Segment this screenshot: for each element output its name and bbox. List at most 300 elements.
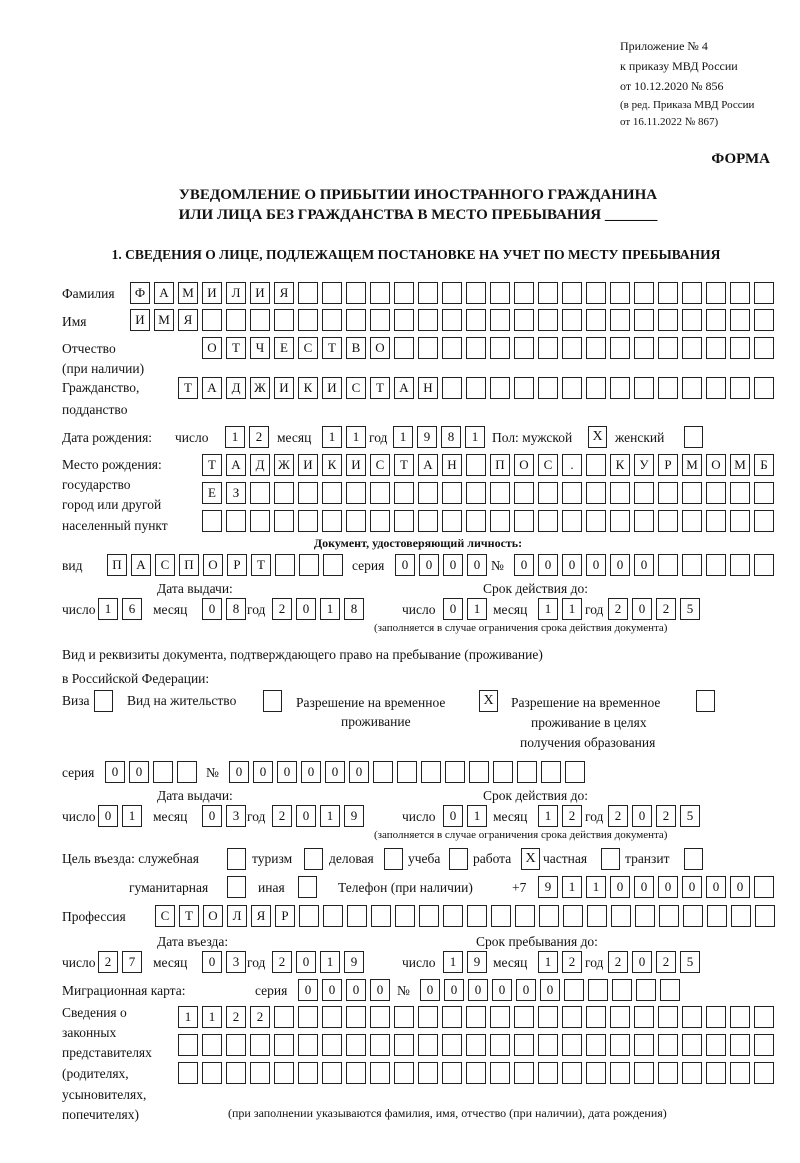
char-cell[interactable]: 0 bbox=[98, 805, 118, 827]
char-cell[interactable] bbox=[586, 1006, 606, 1028]
char-cell[interactable] bbox=[299, 554, 319, 576]
char-cell[interactable]: 1 bbox=[320, 598, 340, 620]
char-cell[interactable] bbox=[418, 1062, 438, 1084]
char-cell[interactable] bbox=[226, 1034, 246, 1056]
char-cell[interactable]: Т bbox=[179, 905, 199, 927]
char-cell[interactable]: Н bbox=[418, 377, 438, 399]
char-cell[interactable] bbox=[178, 1034, 198, 1056]
char-cell[interactable]: 0 bbox=[296, 598, 316, 620]
char-cell[interactable]: Ж bbox=[274, 454, 294, 476]
char-cell[interactable]: Л bbox=[226, 282, 246, 304]
char-cell[interactable] bbox=[754, 377, 774, 399]
char-cell[interactable]: 0 bbox=[632, 805, 652, 827]
char-cell[interactable] bbox=[298, 1062, 318, 1084]
char-cell[interactable] bbox=[538, 337, 558, 359]
char-cell[interactable]: 0 bbox=[538, 554, 558, 576]
char-cell[interactable] bbox=[370, 282, 390, 304]
char-cell[interactable] bbox=[347, 905, 367, 927]
char-cell[interactable]: 6 bbox=[122, 598, 142, 620]
char-cell[interactable] bbox=[442, 309, 462, 331]
char-cell[interactable]: Н bbox=[442, 454, 462, 476]
char-cell[interactable]: 0 bbox=[277, 761, 297, 783]
char-cell[interactable]: О bbox=[514, 454, 534, 476]
char-cell[interactable]: 0 bbox=[325, 761, 345, 783]
char-cell[interactable]: 1 bbox=[562, 876, 582, 898]
char-cell[interactable] bbox=[153, 761, 173, 783]
char-cell[interactable] bbox=[706, 510, 726, 532]
char-cell[interactable] bbox=[370, 482, 390, 504]
char-cell[interactable]: 1 bbox=[122, 805, 142, 827]
char-cell[interactable]: 0 bbox=[301, 761, 321, 783]
char-cell[interactable]: К bbox=[322, 454, 342, 476]
char-cell[interactable] bbox=[466, 482, 486, 504]
char-cell[interactable]: 0 bbox=[658, 876, 678, 898]
char-cell[interactable]: 5 bbox=[680, 951, 700, 973]
char-cell[interactable] bbox=[610, 377, 630, 399]
char-cell[interactable] bbox=[610, 337, 630, 359]
char-cell[interactable] bbox=[706, 377, 726, 399]
char-cell[interactable] bbox=[634, 377, 654, 399]
char-cell[interactable]: О bbox=[202, 337, 222, 359]
char-cell[interactable]: 2 bbox=[608, 951, 628, 973]
char-cell[interactable]: Е bbox=[202, 482, 222, 504]
char-cell[interactable]: 0 bbox=[443, 805, 463, 827]
char-cell[interactable]: 0 bbox=[634, 876, 654, 898]
char-cell[interactable] bbox=[658, 309, 678, 331]
char-cell[interactable]: 2 bbox=[249, 426, 269, 448]
char-cell[interactable]: Т bbox=[370, 377, 390, 399]
char-cell[interactable] bbox=[322, 510, 342, 532]
char-cell[interactable] bbox=[493, 761, 513, 783]
char-cell[interactable] bbox=[634, 337, 654, 359]
char-cell[interactable] bbox=[706, 337, 726, 359]
char-cell[interactable]: И bbox=[130, 309, 150, 331]
purpose-work-checkbox[interactable]: X bbox=[521, 848, 540, 870]
char-cell[interactable]: 5 bbox=[680, 598, 700, 620]
char-cell[interactable]: А bbox=[131, 554, 151, 576]
char-cell[interactable] bbox=[226, 1062, 246, 1084]
char-cell[interactable]: З bbox=[226, 482, 246, 504]
residence-checkbox[interactable] bbox=[263, 690, 282, 712]
char-cell[interactable] bbox=[635, 905, 655, 927]
char-cell[interactable] bbox=[346, 282, 366, 304]
char-cell[interactable]: М bbox=[154, 309, 174, 331]
char-cell[interactable]: Т bbox=[251, 554, 271, 576]
purpose-official-checkbox[interactable] bbox=[227, 848, 246, 870]
char-cell[interactable]: А bbox=[226, 454, 246, 476]
char-cell[interactable]: 2 bbox=[272, 805, 292, 827]
char-cell[interactable] bbox=[562, 1006, 582, 1028]
char-cell[interactable]: 0 bbox=[202, 951, 222, 973]
char-cell[interactable] bbox=[682, 309, 702, 331]
char-cell[interactable] bbox=[418, 1006, 438, 1028]
char-cell[interactable] bbox=[682, 1006, 702, 1028]
char-cell[interactable]: М bbox=[730, 454, 750, 476]
char-cell[interactable] bbox=[754, 482, 774, 504]
char-cell[interactable] bbox=[682, 1034, 702, 1056]
purpose-study-checkbox[interactable] bbox=[449, 848, 468, 870]
char-cell[interactable] bbox=[298, 282, 318, 304]
char-cell[interactable] bbox=[322, 1034, 342, 1056]
char-cell[interactable]: И bbox=[274, 377, 294, 399]
char-cell[interactable] bbox=[418, 510, 438, 532]
char-cell[interactable] bbox=[611, 905, 631, 927]
char-cell[interactable]: И bbox=[250, 282, 270, 304]
char-cell[interactable] bbox=[346, 1006, 366, 1028]
char-cell[interactable] bbox=[250, 510, 270, 532]
char-cell[interactable]: 0 bbox=[632, 951, 652, 973]
char-cell[interactable] bbox=[587, 905, 607, 927]
char-cell[interactable]: А bbox=[418, 454, 438, 476]
char-cell[interactable]: 9 bbox=[417, 426, 437, 448]
char-cell[interactable]: 1 bbox=[538, 951, 558, 973]
char-cell[interactable] bbox=[586, 1034, 606, 1056]
char-cell[interactable] bbox=[346, 309, 366, 331]
char-cell[interactable] bbox=[730, 377, 750, 399]
char-cell[interactable] bbox=[397, 761, 417, 783]
char-cell[interactable] bbox=[370, 1034, 390, 1056]
char-cell[interactable] bbox=[517, 761, 537, 783]
char-cell[interactable] bbox=[274, 510, 294, 532]
char-cell[interactable]: С bbox=[298, 337, 318, 359]
char-cell[interactable]: . bbox=[562, 454, 582, 476]
char-cell[interactable]: 1 bbox=[346, 426, 366, 448]
char-cell[interactable]: С bbox=[155, 905, 175, 927]
char-cell[interactable] bbox=[730, 309, 750, 331]
char-cell[interactable] bbox=[658, 337, 678, 359]
char-cell[interactable]: 0 bbox=[420, 979, 440, 1001]
char-cell[interactable] bbox=[610, 1034, 630, 1056]
char-cell[interactable] bbox=[346, 510, 366, 532]
char-cell[interactable]: 0 bbox=[586, 554, 606, 576]
char-cell[interactable] bbox=[370, 309, 390, 331]
char-cell[interactable] bbox=[706, 482, 726, 504]
char-cell[interactable] bbox=[395, 905, 415, 927]
char-cell[interactable] bbox=[610, 482, 630, 504]
char-cell[interactable]: 0 bbox=[514, 554, 534, 576]
char-cell[interactable]: 2 bbox=[656, 951, 676, 973]
char-cell[interactable] bbox=[371, 905, 391, 927]
char-cell[interactable] bbox=[370, 510, 390, 532]
char-cell[interactable] bbox=[442, 1006, 462, 1028]
char-cell[interactable] bbox=[466, 309, 486, 331]
char-cell[interactable]: Я bbox=[178, 309, 198, 331]
char-cell[interactable] bbox=[323, 554, 343, 576]
char-cell[interactable] bbox=[514, 1034, 534, 1056]
char-cell[interactable] bbox=[563, 905, 583, 927]
char-cell[interactable]: 0 bbox=[632, 598, 652, 620]
char-cell[interactable]: 2 bbox=[656, 805, 676, 827]
char-cell[interactable] bbox=[658, 554, 678, 576]
char-cell[interactable] bbox=[298, 510, 318, 532]
char-cell[interactable]: 0 bbox=[467, 554, 487, 576]
char-cell[interactable]: 2 bbox=[562, 805, 582, 827]
char-cell[interactable] bbox=[442, 377, 462, 399]
char-cell[interactable]: 1 bbox=[465, 426, 485, 448]
char-cell[interactable] bbox=[538, 282, 558, 304]
char-cell[interactable]: 0 bbox=[298, 979, 318, 1001]
char-cell[interactable]: 0 bbox=[443, 554, 463, 576]
char-cell[interactable] bbox=[250, 1034, 270, 1056]
char-cell[interactable]: 2 bbox=[226, 1006, 246, 1028]
char-cell[interactable] bbox=[682, 1062, 702, 1084]
char-cell[interactable]: 9 bbox=[344, 951, 364, 973]
char-cell[interactable] bbox=[586, 282, 606, 304]
char-cell[interactable]: 1 bbox=[443, 951, 463, 973]
char-cell[interactable]: 8 bbox=[441, 426, 461, 448]
char-cell[interactable]: 0 bbox=[516, 979, 536, 1001]
purpose-transit-checkbox[interactable] bbox=[684, 848, 703, 870]
char-cell[interactable]: 0 bbox=[706, 876, 726, 898]
char-cell[interactable]: 0 bbox=[540, 979, 560, 1001]
char-cell[interactable] bbox=[418, 282, 438, 304]
char-cell[interactable] bbox=[394, 1006, 414, 1028]
char-cell[interactable] bbox=[634, 482, 654, 504]
char-cell[interactable]: М bbox=[178, 282, 198, 304]
char-cell[interactable] bbox=[298, 309, 318, 331]
char-cell[interactable] bbox=[730, 282, 750, 304]
char-cell[interactable]: П bbox=[490, 454, 510, 476]
char-cell[interactable] bbox=[323, 905, 343, 927]
char-cell[interactable]: 1 bbox=[586, 876, 606, 898]
char-cell[interactable] bbox=[682, 377, 702, 399]
char-cell[interactable] bbox=[299, 905, 319, 927]
char-cell[interactable]: К bbox=[610, 454, 630, 476]
char-cell[interactable] bbox=[490, 510, 510, 532]
char-cell[interactable]: 0 bbox=[562, 554, 582, 576]
char-cell[interactable] bbox=[250, 1062, 270, 1084]
char-cell[interactable]: Т bbox=[202, 454, 222, 476]
char-cell[interactable] bbox=[730, 510, 750, 532]
char-cell[interactable] bbox=[202, 309, 222, 331]
char-cell[interactable] bbox=[418, 309, 438, 331]
char-cell[interactable] bbox=[490, 337, 510, 359]
char-cell[interactable] bbox=[275, 554, 295, 576]
char-cell[interactable] bbox=[754, 309, 774, 331]
char-cell[interactable] bbox=[370, 1006, 390, 1028]
char-cell[interactable] bbox=[706, 309, 726, 331]
char-cell[interactable]: 1 bbox=[98, 598, 118, 620]
char-cell[interactable] bbox=[322, 309, 342, 331]
char-cell[interactable]: 0 bbox=[253, 761, 273, 783]
char-cell[interactable]: А bbox=[202, 377, 222, 399]
char-cell[interactable] bbox=[514, 510, 534, 532]
char-cell[interactable] bbox=[226, 309, 246, 331]
char-cell[interactable] bbox=[490, 1034, 510, 1056]
char-cell[interactable] bbox=[373, 761, 393, 783]
char-cell[interactable] bbox=[541, 761, 561, 783]
char-cell[interactable]: 0 bbox=[610, 876, 630, 898]
char-cell[interactable] bbox=[586, 337, 606, 359]
char-cell[interactable] bbox=[683, 905, 703, 927]
char-cell[interactable]: 0 bbox=[634, 554, 654, 576]
char-cell[interactable] bbox=[706, 282, 726, 304]
char-cell[interactable] bbox=[514, 282, 534, 304]
char-cell[interactable]: 8 bbox=[226, 598, 246, 620]
char-cell[interactable] bbox=[442, 337, 462, 359]
char-cell[interactable] bbox=[466, 1062, 486, 1084]
char-cell[interactable] bbox=[466, 1006, 486, 1028]
trp-checkbox[interactable]: X bbox=[479, 690, 498, 712]
char-cell[interactable]: И bbox=[202, 282, 222, 304]
char-cell[interactable] bbox=[586, 377, 606, 399]
char-cell[interactable]: 0 bbox=[443, 598, 463, 620]
char-cell[interactable] bbox=[658, 1006, 678, 1028]
char-cell[interactable]: 1 bbox=[393, 426, 413, 448]
char-cell[interactable] bbox=[322, 1006, 342, 1028]
char-cell[interactable] bbox=[706, 1006, 726, 1028]
char-cell[interactable]: 0 bbox=[730, 876, 750, 898]
char-cell[interactable] bbox=[418, 337, 438, 359]
char-cell[interactable]: 3 bbox=[226, 951, 246, 973]
char-cell[interactable]: 1 bbox=[322, 426, 342, 448]
char-cell[interactable]: Д bbox=[226, 377, 246, 399]
char-cell[interactable]: Д bbox=[250, 454, 270, 476]
char-cell[interactable] bbox=[442, 282, 462, 304]
purpose-private-checkbox[interactable] bbox=[601, 848, 620, 870]
char-cell[interactable]: 0 bbox=[322, 979, 342, 1001]
char-cell[interactable] bbox=[634, 1034, 654, 1056]
char-cell[interactable] bbox=[490, 377, 510, 399]
char-cell[interactable] bbox=[539, 905, 559, 927]
char-cell[interactable] bbox=[634, 510, 654, 532]
char-cell[interactable]: 1 bbox=[467, 598, 487, 620]
char-cell[interactable] bbox=[250, 309, 270, 331]
char-cell[interactable] bbox=[610, 282, 630, 304]
char-cell[interactable] bbox=[754, 554, 774, 576]
char-cell[interactable] bbox=[514, 482, 534, 504]
char-cell[interactable] bbox=[394, 282, 414, 304]
char-cell[interactable]: В bbox=[346, 337, 366, 359]
char-cell[interactable] bbox=[178, 1062, 198, 1084]
char-cell[interactable] bbox=[202, 510, 222, 532]
char-cell[interactable] bbox=[730, 554, 750, 576]
char-cell[interactable]: К bbox=[298, 377, 318, 399]
char-cell[interactable] bbox=[490, 282, 510, 304]
char-cell[interactable] bbox=[466, 377, 486, 399]
char-cell[interactable]: 0 bbox=[682, 876, 702, 898]
char-cell[interactable]: 0 bbox=[349, 761, 369, 783]
char-cell[interactable] bbox=[466, 337, 486, 359]
char-cell[interactable]: А bbox=[394, 377, 414, 399]
char-cell[interactable] bbox=[682, 554, 702, 576]
char-cell[interactable] bbox=[514, 309, 534, 331]
purpose-humanitarian-checkbox[interactable] bbox=[227, 876, 246, 898]
char-cell[interactable] bbox=[562, 510, 582, 532]
char-cell[interactable]: 5 bbox=[680, 805, 700, 827]
char-cell[interactable] bbox=[610, 1006, 630, 1028]
char-cell[interactable] bbox=[394, 337, 414, 359]
char-cell[interactable]: 0 bbox=[610, 554, 630, 576]
char-cell[interactable] bbox=[469, 761, 489, 783]
char-cell[interactable]: 2 bbox=[608, 805, 628, 827]
char-cell[interactable] bbox=[706, 1034, 726, 1056]
char-cell[interactable] bbox=[394, 482, 414, 504]
char-cell[interactable] bbox=[466, 282, 486, 304]
char-cell[interactable] bbox=[442, 1034, 462, 1056]
char-cell[interactable] bbox=[394, 309, 414, 331]
char-cell[interactable]: 0 bbox=[492, 979, 512, 1001]
char-cell[interactable] bbox=[682, 282, 702, 304]
char-cell[interactable]: 8 bbox=[344, 598, 364, 620]
char-cell[interactable] bbox=[202, 1062, 222, 1084]
char-cell[interactable]: Т bbox=[322, 337, 342, 359]
char-cell[interactable] bbox=[177, 761, 197, 783]
char-cell[interactable] bbox=[754, 876, 774, 898]
char-cell[interactable]: 1 bbox=[320, 951, 340, 973]
char-cell[interactable] bbox=[514, 1062, 534, 1084]
char-cell[interactable] bbox=[421, 761, 441, 783]
char-cell[interactable]: Т bbox=[178, 377, 198, 399]
char-cell[interactable]: И bbox=[298, 454, 318, 476]
char-cell[interactable] bbox=[586, 309, 606, 331]
char-cell[interactable] bbox=[565, 761, 585, 783]
char-cell[interactable] bbox=[707, 905, 727, 927]
char-cell[interactable] bbox=[538, 1062, 558, 1084]
char-cell[interactable]: Б bbox=[754, 454, 774, 476]
char-cell[interactable] bbox=[490, 1006, 510, 1028]
char-cell[interactable] bbox=[586, 510, 606, 532]
char-cell[interactable] bbox=[562, 282, 582, 304]
char-cell[interactable] bbox=[682, 482, 702, 504]
char-cell[interactable]: Т bbox=[226, 337, 246, 359]
char-cell[interactable] bbox=[586, 1062, 606, 1084]
char-cell[interactable]: 0 bbox=[202, 598, 222, 620]
char-cell[interactable] bbox=[634, 282, 654, 304]
char-cell[interactable]: 0 bbox=[229, 761, 249, 783]
sex-male-checkbox[interactable]: X bbox=[588, 426, 607, 448]
char-cell[interactable] bbox=[418, 1034, 438, 1056]
char-cell[interactable] bbox=[658, 482, 678, 504]
char-cell[interactable] bbox=[562, 377, 582, 399]
char-cell[interactable]: 2 bbox=[562, 951, 582, 973]
char-cell[interactable] bbox=[418, 482, 438, 504]
char-cell[interactable] bbox=[514, 1006, 534, 1028]
char-cell[interactable]: 0 bbox=[444, 979, 464, 1001]
char-cell[interactable] bbox=[394, 510, 414, 532]
char-cell[interactable]: 9 bbox=[467, 951, 487, 973]
char-cell[interactable] bbox=[274, 482, 294, 504]
char-cell[interactable] bbox=[274, 309, 294, 331]
char-cell[interactable] bbox=[730, 1034, 750, 1056]
char-cell[interactable] bbox=[731, 905, 751, 927]
char-cell[interactable] bbox=[346, 1034, 366, 1056]
char-cell[interactable] bbox=[754, 282, 774, 304]
char-cell[interactable] bbox=[322, 482, 342, 504]
char-cell[interactable]: 1 bbox=[225, 426, 245, 448]
char-cell[interactable] bbox=[274, 1062, 294, 1084]
char-cell[interactable]: 1 bbox=[538, 598, 558, 620]
char-cell[interactable]: Ч bbox=[250, 337, 270, 359]
char-cell[interactable] bbox=[226, 510, 246, 532]
char-cell[interactable] bbox=[682, 337, 702, 359]
char-cell[interactable]: П bbox=[179, 554, 199, 576]
char-cell[interactable]: 0 bbox=[468, 979, 488, 1001]
char-cell[interactable] bbox=[586, 454, 606, 476]
char-cell[interactable]: Р bbox=[227, 554, 247, 576]
char-cell[interactable]: С bbox=[155, 554, 175, 576]
char-cell[interactable]: И bbox=[346, 454, 366, 476]
char-cell[interactable] bbox=[202, 1034, 222, 1056]
char-cell[interactable] bbox=[538, 377, 558, 399]
char-cell[interactable] bbox=[538, 510, 558, 532]
char-cell[interactable] bbox=[322, 1062, 342, 1084]
char-cell[interactable]: М bbox=[682, 454, 702, 476]
char-cell[interactable] bbox=[467, 905, 487, 927]
char-cell[interactable]: 0 bbox=[296, 805, 316, 827]
char-cell[interactable] bbox=[754, 1006, 774, 1028]
char-cell[interactable] bbox=[538, 1006, 558, 1028]
